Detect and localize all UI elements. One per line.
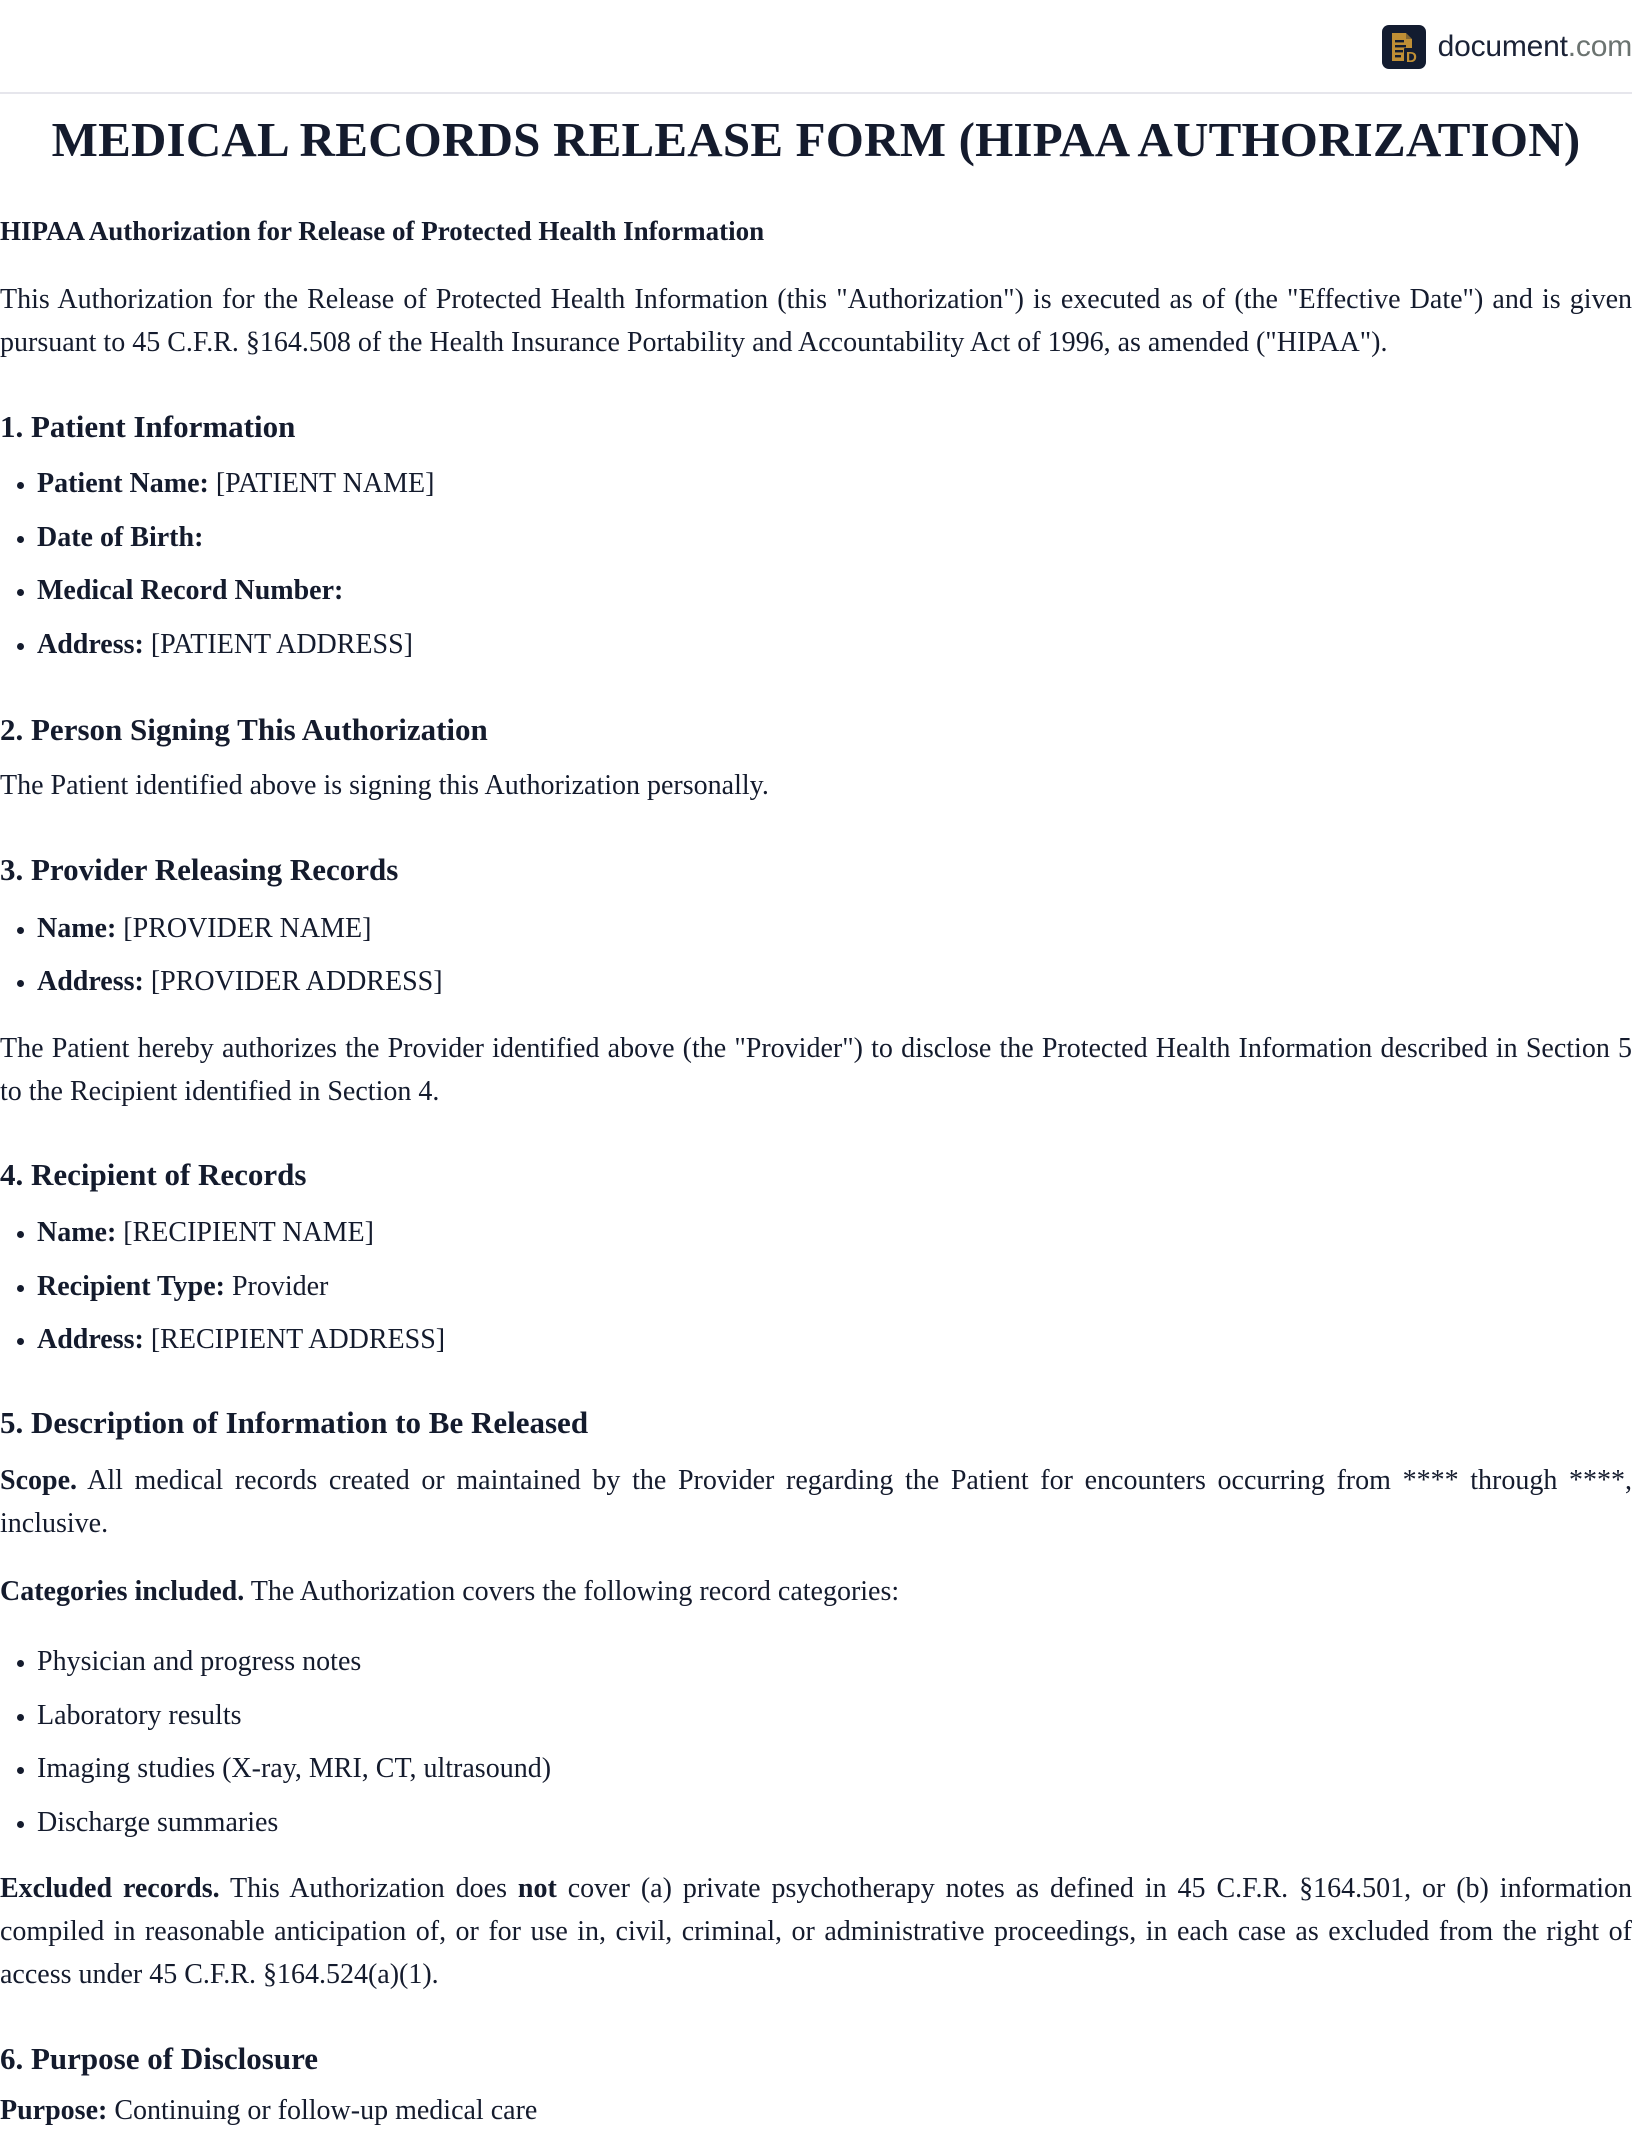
- document-subtitle: HIPAA Authorization for Release of Protected Health Information: [0, 216, 765, 246]
- list-item: [37, 516, 1632, 559]
- document-logo-icon: [1382, 25, 1426, 69]
- field-value: [PROVIDER NAME]: [116, 912, 372, 944]
- section-heading-recipient: 4. Recipient of Records: [0, 1157, 307, 1192]
- list-item: [37, 1318, 1632, 1361]
- field-value: [RECIPIENT NAME]: [116, 1217, 374, 1248]
- field-label: Date of Birth:: [37, 521, 204, 553]
- purpose-label: Purpose:: [0, 2094, 108, 2126]
- field-value: [PROVIDER ADDRESS]: [143, 966, 443, 997]
- recipient-info-list: [0, 1211, 1632, 1361]
- purpose-paragraph: [0, 2089, 1632, 2132]
- categories-text: The Authorization covers the following record categories:: [244, 1576, 900, 1607]
- site-logo[interactable]: [1382, 25, 1632, 69]
- field-value: Provider: [224, 1270, 329, 1302]
- site-header: [0, 0, 1632, 94]
- field-label: Address:: [37, 1324, 144, 1355]
- intro-paragraph: This Authorization for the Release of Protected Health Information (this "Authorization") is executed as of (the "Effective Date") and is given pursuant to 45 C.F.R. §164.508 of the Health Insurance Portability and Accountability Act of 1996, as amended ("HIPAA").: [0, 284, 1632, 358]
- section-heading-patient-information: 1. Patient Information: [0, 409, 296, 444]
- field-label: Name:: [37, 1217, 117, 1248]
- field-label: Recipient Type:: [37, 1270, 225, 1302]
- field-value: [PATIENT NAME]: [208, 468, 435, 499]
- section-heading-person-signing: 2. Person Signing This Authorization: [0, 711, 488, 747]
- list-item: • Laboratory results: [37, 1694, 1632, 1737]
- section-paragraph: The Patient identified above is signing this Authorization personally.: [0, 769, 769, 801]
- field-label: Name:: [37, 912, 117, 944]
- categories-paragraph: [0, 1570, 1632, 1613]
- list-item: • Physician and progress notes: [37, 1640, 1632, 1683]
- excluded-paragraph: [0, 1867, 1632, 1996]
- excluded-emphasis: not: [517, 1872, 557, 1904]
- field-label: Patient Name:: [37, 468, 209, 499]
- svg-text:D: D: [1405, 49, 1417, 64]
- purpose-text: Continuing or follow-up medical care: [107, 2094, 538, 2126]
- scope-label: Scope.: [0, 1465, 77, 1496]
- section-heading-provider: 3. Provider Releasing Records: [0, 851, 399, 887]
- scope-paragraph: [0, 1459, 1632, 1545]
- document-body: [0, 110, 1632, 2132]
- excluded-label: Excluded records.: [0, 1872, 220, 1904]
- field-label: Address:: [37, 628, 144, 660]
- list-item: [37, 569, 1632, 612]
- section-paragraph: The Patient hereby authorizes the Provider identified above (the "Provider") to disclose the Protected Health Information described in Section 5 to the Recipient identified in Section 4.: [0, 1033, 1632, 1107]
- list-item: [37, 960, 1632, 1003]
- list-item: [37, 1211, 1632, 1254]
- list-item: [37, 623, 1632, 666]
- list-item: [37, 907, 1632, 950]
- section-heading-description: 5. Description of Information to Be Released: [0, 1405, 589, 1440]
- section-heading-purpose: 6. Purpose of Disclosure: [0, 2040, 319, 2076]
- provider-info-list: [0, 907, 1632, 1004]
- list-item: • Discharge summaries: [37, 1801, 1632, 1844]
- excluded-text: This Authorization does: [219, 1872, 518, 1904]
- list-item: • Imaging studies (X-ray, MRI, CT, ultrasound): [37, 1747, 1632, 1790]
- field-value: [PATIENT ADDRESS]: [143, 628, 414, 660]
- list-item: [37, 1265, 1632, 1308]
- list-item: [37, 462, 1632, 505]
- document-title: MEDICAL RECORDS RELEASE FORM (HIPAA AUTHORIZATION): [51, 112, 1581, 167]
- field-value: [RECIPIENT ADDRESS]: [143, 1324, 446, 1355]
- field-label: Medical Record Number:: [37, 575, 344, 606]
- scope-text: All medical records created or maintained by the Provider regarding the Patient for encounters occurring from **** through ****, inclusive.: [0, 1465, 1632, 1539]
- categories-list: [0, 1640, 1632, 1844]
- patient-info-list: [0, 462, 1632, 666]
- excluded-text: cover (a) private psychotherapy notes as defined in 45 C.F.R. §164.501, or (b) information compiled in reasonable anticipation of, or for use in, civil, criminal, or administrative proceedings, in each case as excluded from the right of access under 45 C.F.R. §164.524(a)(1).: [0, 1872, 1632, 1990]
- categories-label: Categories included.: [0, 1576, 245, 1607]
- logo-wordmark: document.com: [1437, 30, 1632, 63]
- field-label: Address:: [37, 966, 144, 997]
